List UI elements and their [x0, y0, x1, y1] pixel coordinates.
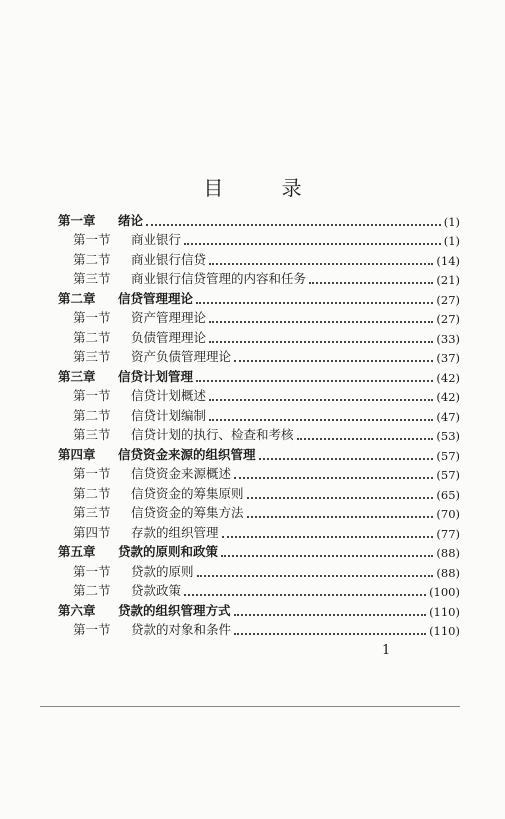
toc-entry-page: (65): [436, 487, 460, 502]
toc-entry-title: 信贷计划编制: [131, 407, 207, 423]
toc-entry-number: 第二章: [58, 290, 96, 306]
toc-entry-title: 信贷资金的筹集方法: [131, 505, 244, 520]
toc-section-row: [58, 424, 460, 444]
toc-entry-page: (70): [436, 507, 460, 521]
toc-entry-number: 第一节: [73, 388, 111, 403]
toc-entry-page: (88): [436, 565, 460, 580]
toc-entry-number: 第二节: [73, 583, 111, 598]
toc-entry-title: 绪论: [118, 212, 144, 228]
toc-entry-number: 第六章: [58, 602, 96, 618]
toc-section-row: [58, 463, 460, 483]
toc-entry-number: 第一节: [73, 310, 111, 325]
toc-entry-number: 第四章: [58, 446, 96, 462]
toc-leader-dots: [259, 454, 434, 460]
toc-section-row: [58, 229, 460, 249]
toc-leader-dots: [234, 473, 433, 479]
toc-leader-dots: [234, 610, 427, 616]
table-of-contents: [58, 209, 460, 638]
toc-leader-dots: [184, 239, 441, 245]
toc-entry-page: (1): [443, 214, 460, 229]
toc-entry-page: (47): [436, 409, 460, 424]
toc-section-row: [58, 502, 460, 522]
toc-leader-dots: [197, 571, 434, 577]
toc-entry-title: 商业银行信贷管理的内容和任务: [131, 271, 307, 286]
toc-entry-page: (27): [436, 292, 460, 307]
toc-entry-title: 信贷计划概述: [131, 388, 207, 403]
toc-entry-title: 存款的组织管理: [131, 524, 219, 540]
toc-entry-number: 第一节: [73, 563, 111, 579]
toc-entry-title: 资产管理理论: [131, 310, 207, 325]
toc-leader-dots: [209, 337, 433, 343]
toc-entry-title: 信贷管理理论: [118, 290, 194, 306]
toc-leader-dots: [209, 317, 433, 323]
page-title: 目 录: [203, 176, 328, 200]
toc-leader-dots: [196, 298, 433, 304]
toc-leader-dots: [146, 220, 441, 226]
toc-entry-title: 信贷计划管理: [118, 368, 194, 384]
toc-entry-title: 信贷资金来源的组织管理: [118, 446, 256, 462]
toc-entry-title: 贷款的原则和政策: [118, 544, 219, 559]
toc-leader-dots: [209, 395, 433, 401]
toc-section-row: [58, 619, 460, 639]
toc-chapter-row: [58, 209, 460, 229]
toc-entry-number: 第二节: [73, 407, 111, 423]
toc-entry-number: 第二节: [73, 251, 111, 267]
page-number: 1: [382, 643, 391, 658]
toc-entry-page: (42): [436, 370, 460, 385]
toc-entry-title: 资产负债管理理论: [131, 349, 232, 364]
toc-chapter-row: [58, 599, 460, 619]
toc-entry-title: 信贷计划的执行、检查和考核: [131, 427, 294, 442]
toc-leader-dots: [234, 356, 433, 362]
toc-entry-title: 贷款的组织管理方式: [118, 602, 231, 618]
toc-leader-dots: [184, 590, 426, 596]
toc-entry-page: (1): [443, 234, 460, 248]
toc-chapter-row: [58, 443, 460, 463]
toc-entry-number: 第四节: [73, 524, 111, 540]
toc-entry-title: 信贷资金的筹集原则: [131, 485, 244, 501]
toc-entry-page: (21): [436, 273, 460, 287]
toc-entry-title: 贷款的对象和条件: [131, 622, 232, 637]
toc-section-row: [58, 326, 460, 346]
toc-entry-title: 贷款政策: [131, 583, 182, 598]
toc-leader-dots: [209, 415, 433, 421]
toc-entry-page: (77): [436, 526, 460, 541]
toc-entry-number: 第三节: [73, 349, 111, 364]
toc-entry-page: (88): [436, 546, 460, 560]
toc-entry-number: 第二节: [73, 485, 111, 501]
toc-entry-page: (57): [436, 468, 460, 482]
toc-entry-number: 第三章: [58, 368, 96, 384]
toc-entry-page: (100): [429, 585, 460, 599]
toc-leader-dots: [222, 532, 434, 538]
toc-entry-page: (14): [436, 253, 460, 268]
toc-entry-number: 第三节: [73, 271, 111, 286]
toc-entry-number: 第三节: [73, 505, 111, 520]
toc-section-row: [58, 346, 460, 366]
toc-leader-dots: [234, 629, 426, 635]
toc-entry-page: (37): [436, 351, 460, 365]
toc-chapter-row: [58, 541, 460, 561]
toc-chapter-row: [58, 287, 460, 307]
toc-section-row: [58, 404, 460, 424]
bottom-rule: [40, 706, 460, 707]
toc-entry-title: 商业银行信贷: [131, 251, 207, 267]
toc-entry-page: (33): [436, 331, 460, 346]
toc-entry-number: 第一章: [58, 212, 96, 228]
toc-chapter-row: [58, 365, 460, 385]
toc-section-row: [58, 482, 460, 502]
toc-entry-number: 第一节: [73, 622, 111, 637]
toc-leader-dots: [247, 493, 434, 499]
toc-entry-number: 第三节: [73, 427, 111, 442]
toc-section-row: [58, 580, 460, 600]
toc-entry-page: (57): [436, 448, 460, 463]
toc-entry-title: 信贷资金来源概述: [131, 466, 232, 481]
toc-section-row: [58, 385, 460, 405]
toc-section-row: [58, 560, 460, 580]
toc-entry-page: (53): [436, 429, 460, 443]
toc-entry-title: 贷款的原则: [131, 563, 194, 579]
toc-entry-title: 负债管理理论: [131, 329, 207, 345]
toc-entry-title: 商业银行: [131, 232, 182, 247]
toc-leader-dots: [297, 434, 434, 440]
toc-entry-page: (27): [436, 312, 460, 326]
toc-section-row: [58, 307, 460, 327]
toc-entry-number: 第一节: [73, 466, 111, 481]
toc-leader-dots: [209, 259, 433, 265]
toc-section-row: [58, 268, 460, 288]
toc-entry-number: 第一节: [73, 232, 111, 247]
toc-entry-page: (42): [436, 390, 460, 404]
toc-section-row: [58, 248, 460, 268]
toc-leader-dots: [196, 376, 433, 382]
toc-entry-number: 第五章: [58, 544, 96, 559]
toc-entry-page: (110): [429, 624, 460, 638]
toc-leader-dots: [309, 278, 433, 284]
toc-entry-page: (110): [429, 604, 460, 619]
toc-entry-number: 第二节: [73, 329, 111, 345]
toc-leader-dots: [221, 551, 433, 557]
toc-section-row: [58, 521, 460, 541]
toc-leader-dots: [247, 512, 434, 518]
